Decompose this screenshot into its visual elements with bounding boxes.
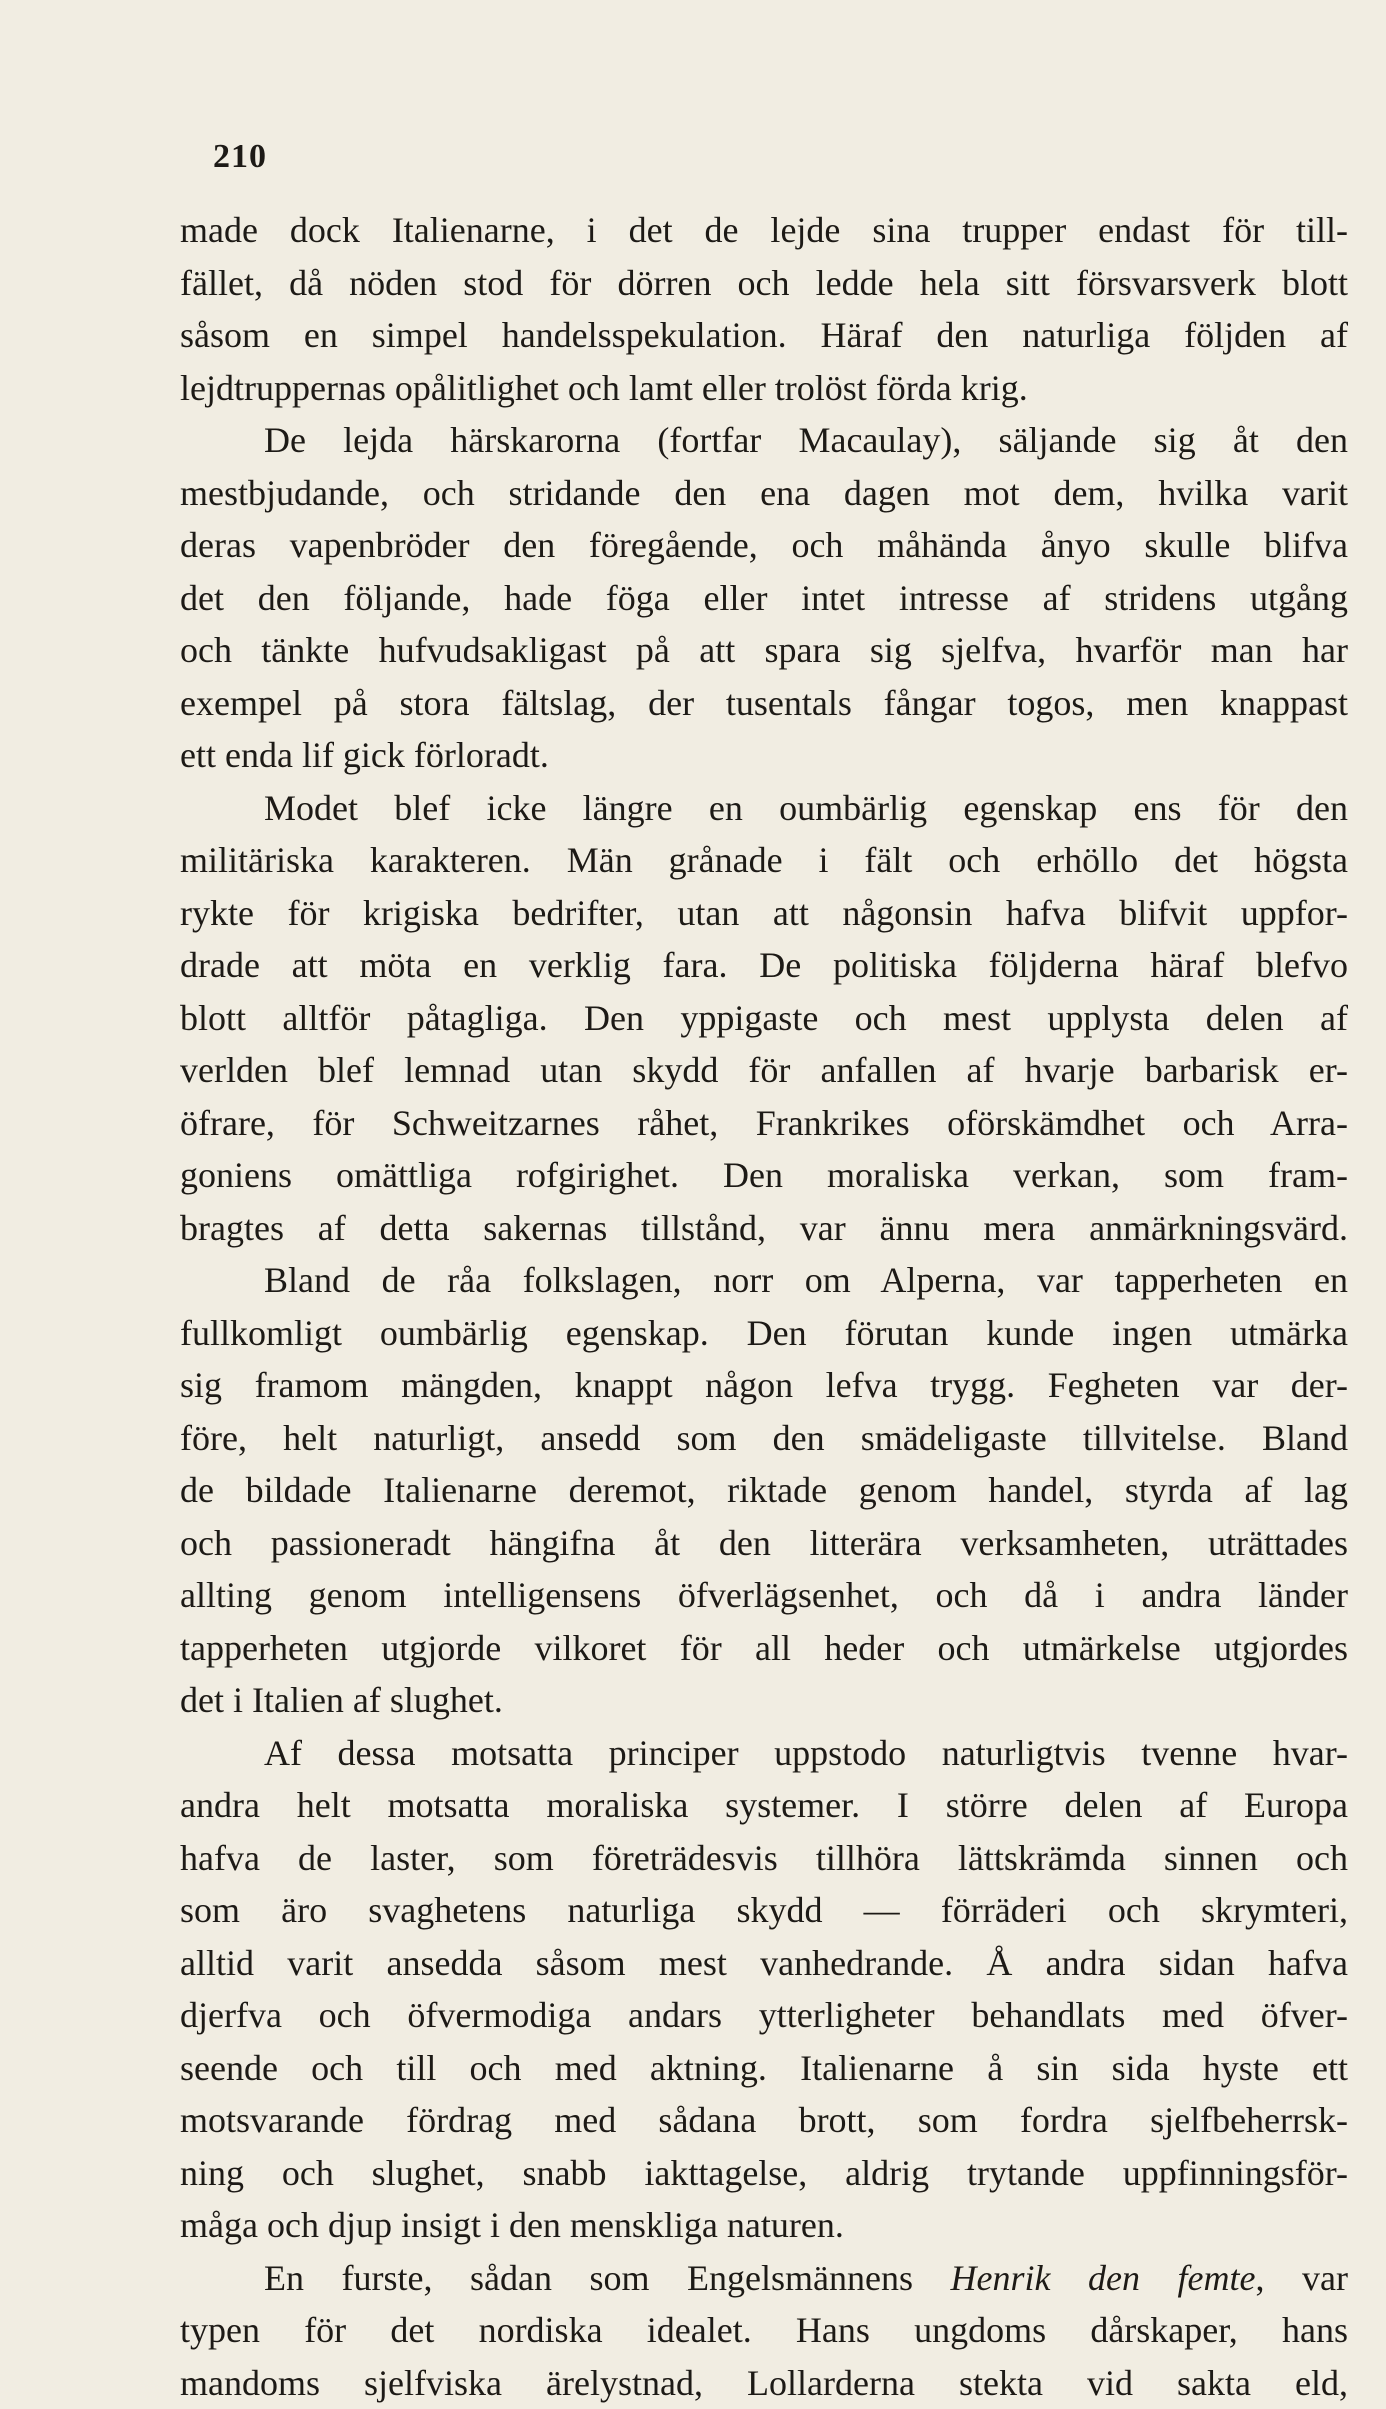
- text-segment: bragtes af detta sakernas tillstånd, var ännu mera anmärkningsvärd.: [180, 1208, 1348, 1248]
- text-segment: och tänkte hufvudsakligast på att spara sig sjelfva, hvarför man har: [180, 630, 1348, 670]
- text-line: [180, 2252, 1348, 2305]
- text-segment: typen för det nordiska idealet. Hans ungdoms dårskaper, hans: [180, 2310, 1348, 2350]
- text-line: [180, 1149, 1348, 1202]
- text-line: [180, 1779, 1348, 1832]
- text-segment: lejdtruppernas opålitlighet och lamt eller trolöst förda krig.: [180, 368, 1028, 408]
- text-segment: fullkomligt oumbärlig egenskap. Den förutan kunde ingen utmärka: [180, 1313, 1348, 1353]
- text-segment: motsvarande fördrag med sådana brott, som fordra sjelfbeherrsk-: [180, 2100, 1348, 2140]
- text-line: [180, 1307, 1348, 1360]
- text-segment: såsom en simpel handelsspekulation. Häraf den naturliga följden af: [180, 315, 1348, 355]
- text-line: [180, 1097, 1348, 1150]
- text-line: [180, 992, 1348, 1045]
- text-line: [180, 782, 1348, 835]
- text-line: [180, 1727, 1348, 1780]
- text-line: [180, 1359, 1348, 1412]
- text-segment: andra helt motsatta moraliska systemer. I större delen af Europa: [180, 1785, 1348, 1825]
- text-segment: ett enda lif gick förloradt.: [180, 735, 549, 775]
- text-segment: deras vapenbröder den föregående, och måhända ånyo skulle blifva: [180, 525, 1348, 565]
- text-segment: och passioneradt hängifna åt den litterära verksamheten, uträttades: [180, 1523, 1348, 1563]
- text-segment: som äro svaghetens naturliga skydd — förräderi och skrymteri,: [180, 1890, 1348, 1930]
- text-line: [180, 1884, 1348, 1937]
- text-segment: allting genom intelligensens öfverlägsenhet, och då i andra länder: [180, 1575, 1348, 1615]
- text-segment: hafva de laster, som företrädesvis tillhöra lättskrämda sinnen och: [180, 1838, 1348, 1878]
- text-line: [180, 362, 1348, 415]
- text-line: [180, 467, 1348, 520]
- text-line: [180, 1412, 1348, 1465]
- text-segment: Modet blef icke längre en oumbärlig egenskap ens för den: [264, 788, 1348, 828]
- text-line: [180, 1254, 1348, 1307]
- text-line: [180, 1044, 1348, 1097]
- text-segment: militäriska karakteren. Män grånade i fält och erhöllo det högsta: [180, 840, 1348, 880]
- text-segment: öfrare, för Schweitzarnes råhet, Frankrikes oförskämdhet och Arra-: [180, 1103, 1348, 1143]
- text-line: [180, 519, 1348, 572]
- text-line: [180, 887, 1348, 940]
- text-segment: måga och djup insigt i den menskliga naturen.: [180, 2205, 844, 2245]
- text-line: [180, 1517, 1348, 1570]
- text-line: [180, 1622, 1348, 1675]
- text-segment: sig framom mängden, knappt någon lefva trygg. Fegheten var der-: [180, 1365, 1348, 1405]
- text-segment: rykte för krigiska bedrifter, utan att någonsin hafva blifvit uppfor-: [180, 893, 1348, 933]
- text-segment: mandoms sjelfviska ärelystnad, Lollarderna stekta vid sakta eld,: [180, 2363, 1348, 2403]
- text-line: [180, 729, 1348, 782]
- text-segment: En furste, sådan som Engelsmännens: [264, 2258, 951, 2298]
- text-line: [180, 414, 1348, 467]
- text-segment: det i Italien af slughet.: [180, 1680, 503, 1720]
- text-segment: tapperheten utgjorde vilkoret för all heder och utmärkelse utgjordes: [180, 1628, 1348, 1668]
- text-line: [180, 834, 1348, 887]
- text-segment: blott alltför påtagliga. Den yppigaste och mest upplysta delen af: [180, 998, 1348, 1038]
- text-segment: fället, då nöden stod för dörren och ledde hela sitt försvarsverk blott: [180, 263, 1348, 303]
- text-segment: goniens omättliga rofgirighet. Den moraliska verkan, som fram-: [180, 1155, 1348, 1195]
- body-text: [180, 204, 1348, 2409]
- text-line: [180, 1832, 1348, 1885]
- text-line: [180, 309, 1348, 362]
- text-line: [180, 624, 1348, 677]
- text-line: [180, 572, 1348, 625]
- text-segment: , var: [1256, 2258, 1349, 2298]
- text-line: [180, 2094, 1348, 2147]
- text-segment: De lejda härskarorna (fortfar Macaulay), säljande sig åt den: [264, 420, 1348, 460]
- text-segment: mestbjudande, och stridande den ena dagen mot dem, hvilka varit: [180, 473, 1348, 513]
- text-segment: verlden blef lemnad utan skydd för anfallen af hvarje barbarisk er-: [180, 1050, 1348, 1090]
- italic-text: Henrik den femte: [951, 2258, 1256, 2298]
- text-segment: de bildade Italienarne deremot, riktade genom handel, styrda af lag: [180, 1470, 1348, 1510]
- text-segment: djerfva och öfvermodiga andars ytterligheter behandlats med öfver-: [180, 1995, 1348, 2035]
- text-line: [180, 2199, 1348, 2252]
- text-line: [180, 677, 1348, 730]
- text-line: [180, 1202, 1348, 1255]
- text-segment: ning och slughet, snabb iakttagelse, aldrig trytande uppfinningsför-: [180, 2153, 1348, 2193]
- text-segment: det den följande, hade föga eller intet intresse af stridens utgång: [180, 578, 1348, 618]
- text-line: [180, 204, 1348, 257]
- text-line: [180, 1569, 1348, 1622]
- page-number: 210: [213, 138, 267, 176]
- text-segment: seende och till och med aktning. Italienarne å sin sida hyste ett: [180, 2048, 1348, 2088]
- text-line: [180, 2304, 1348, 2357]
- text-line: [180, 1989, 1348, 2042]
- text-segment: drade att möta en verklig fara. De politiska följderna häraf blefvo: [180, 945, 1348, 985]
- text-segment: exempel på stora fältslag, der tusentals fångar togos, men knappast: [180, 683, 1348, 723]
- text-segment: före, helt naturligt, ansedd som den smädeligaste tillvitelse. Bland: [180, 1418, 1348, 1458]
- text-segment: Bland de råa folkslagen, norr om Alperna, var tapperheten en: [264, 1260, 1348, 1300]
- text-segment: made dock Italienarne, i det de lejde sina trupper endast för till-: [180, 210, 1348, 250]
- text-line: [180, 257, 1348, 310]
- text-segment: Af dessa motsatta principer uppstodo naturligtvis tvenne hvar-: [264, 1733, 1348, 1773]
- text-line: [180, 2357, 1348, 2409]
- text-line: [180, 2042, 1348, 2095]
- text-line: [180, 1464, 1348, 1517]
- text-line: [180, 1674, 1348, 1727]
- text-line: [180, 2147, 1348, 2200]
- text-line: [180, 939, 1348, 992]
- text-line: [180, 1937, 1348, 1990]
- text-segment: alltid varit ansedda såsom mest vanhedrande. Å andra sidan hafva: [180, 1943, 1348, 1983]
